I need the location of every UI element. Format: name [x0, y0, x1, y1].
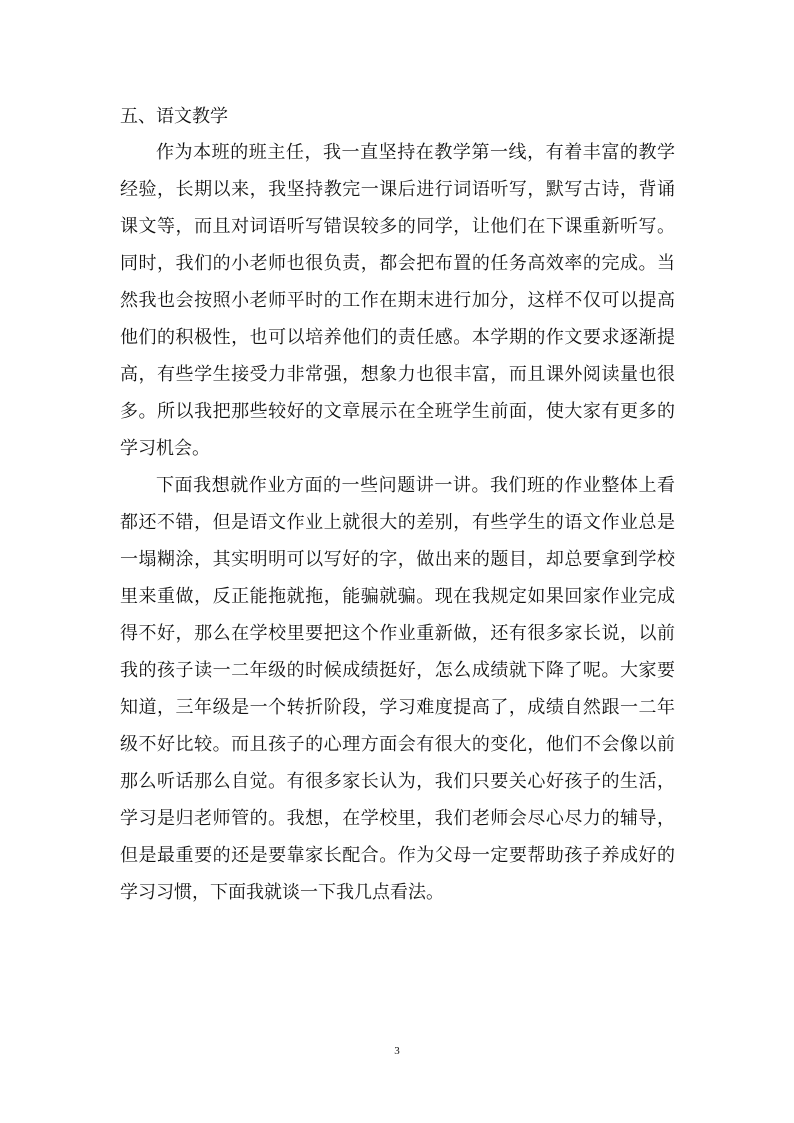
paragraph-homework: 下面我想就作业方面的一些问题讲一讲。我们班的作业整体上看都还不错，但是语文作业上就很大的差别，有些学生的语文作业总是一塌糊涂，其实明明可以写好的字，做出来的题目，却总要拿到学校里来重做，反正能拖就拖，能骗就骗。现在我规定如果回家作业完成得不好，那么在学校里要把这个作业重新做，还有很多家长说，以前我的孩子读一二年级的时候成绩挺好，怎么成绩就下降了呢。大家要知道，三年级是一个转折阶段，学习难度提高了，成绩自然跟一二年级不好比较。而且孩子的心理方面会有很大的变化，他们不会像以前那么听话那么自觉。有很多家长认为，我们只要关心好孩子的生活，学习是归老师管的。我想，在学校里，我们老师会尽心尽力的辅导，但是最重要的还是要靠家长配合。作为父母一定要帮助孩子养成好的学习习惯，下面我就谈一下我几点看法。 [120, 475, 675, 903]
section-heading: 五、语文教学 [120, 106, 228, 127]
page-number: 3 [394, 1045, 400, 1057]
document-body [120, 100, 675, 911]
paragraph-chinese-teaching: 作为本班的班主任，我一直坚持在教学第一线，有着丰富的教学经验，长期以来，我坚持教完一课后进行词语听写，默写古诗，背诵课文等，而且对词语听写错误较多的同学，让他们在下课重新听写。同时，我们的小老师也很负责，都会把布置的任务高效率的完成。当然我也会按照小老师平时的工作在期末进行加分，这样不仅可以提高他们的积极性，也可以培养他们的责任感。本学期的作文要求逐渐提高，有些学生接受力非常强，想象力也很丰富，而且课外阅读量也很多。所以我把那些较好的文章展示在全班学生前面，使大家有更多的学习机会。 [120, 142, 675, 459]
